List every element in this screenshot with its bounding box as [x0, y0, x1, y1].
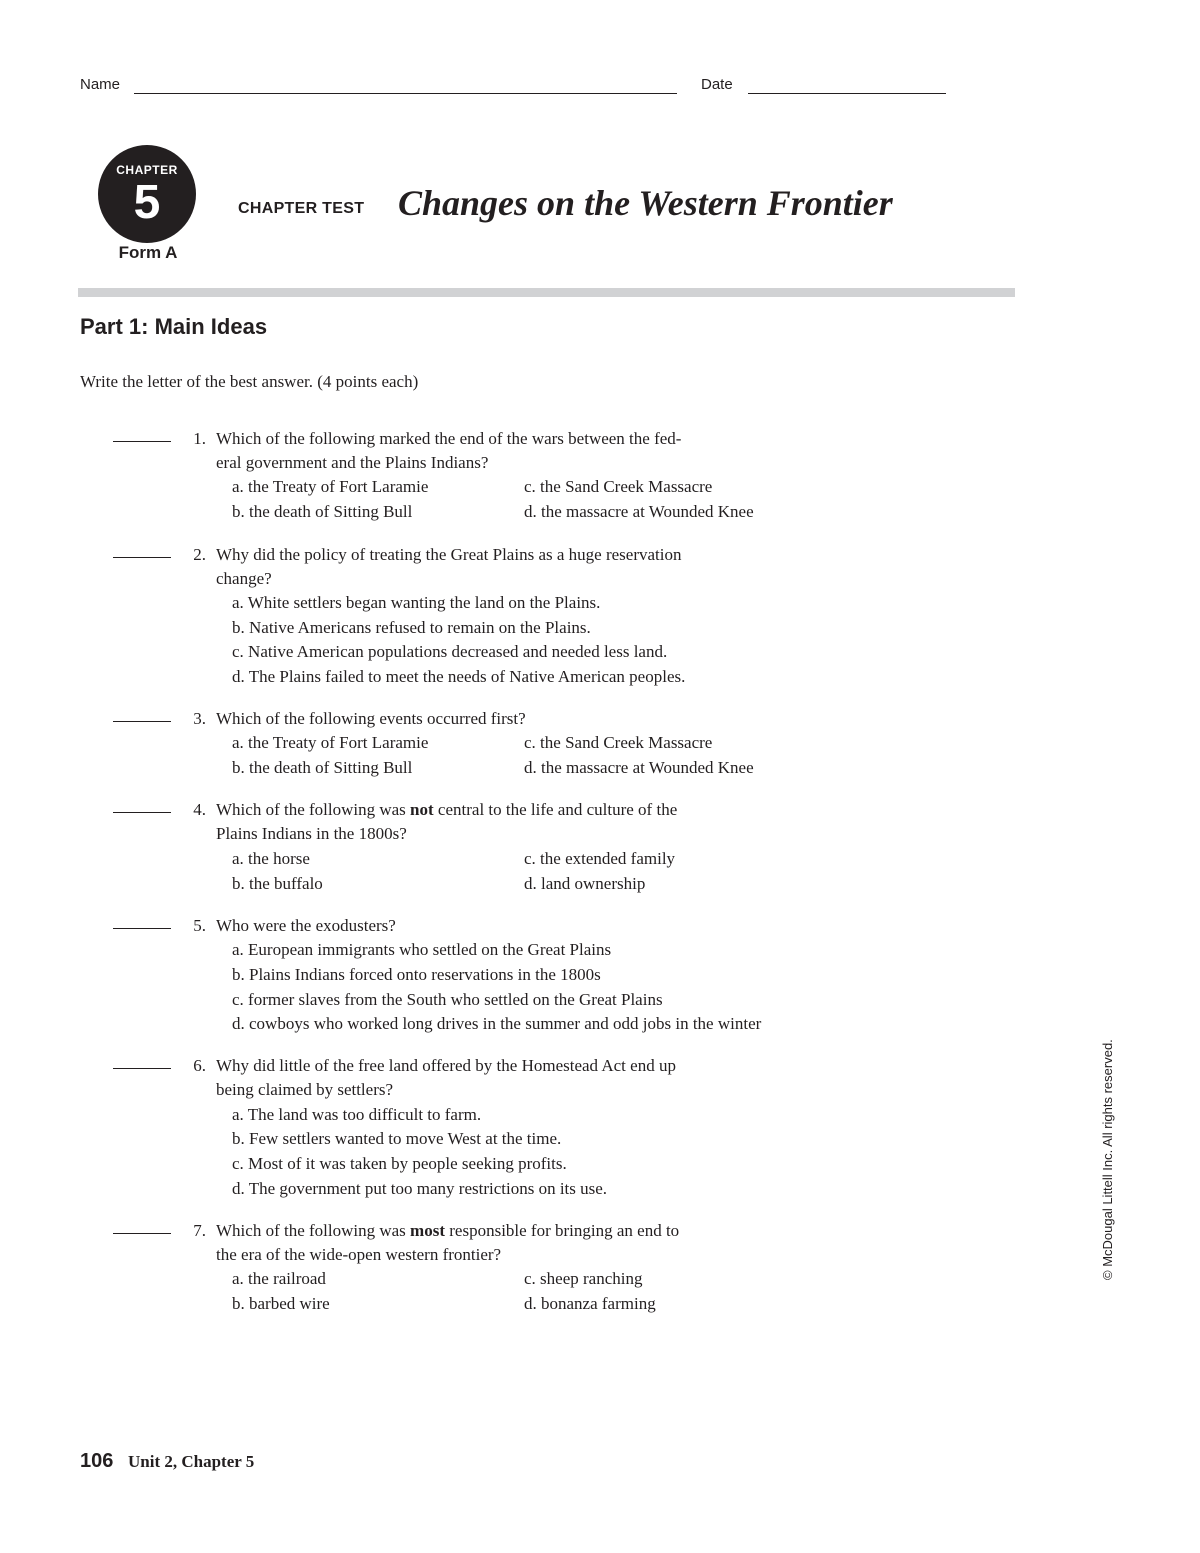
- option-b: b. the death of Sitting Bull: [232, 758, 413, 777]
- answer-blank[interactable]: [113, 441, 171, 442]
- option-d: d. bonanza farming: [524, 1294, 656, 1313]
- question-number: 4.: [193, 800, 206, 819]
- option-c: c. the Sand Creek Massacre: [524, 477, 713, 496]
- instructions: Write the letter of the best answer. (4 points each): [80, 372, 419, 391]
- answer-blank[interactable]: [113, 928, 171, 929]
- option-a: a. European immigrants who settled on the Great Plains: [232, 940, 612, 959]
- date-label: Date: [701, 76, 733, 93]
- option-c: c. former slaves from the South who settled on the Great Plains: [232, 990, 663, 1009]
- option-b: b. Native Americans refused to remain on the Plains.: [232, 618, 591, 637]
- name-label: Name: [80, 76, 121, 93]
- option-a: a. the railroad: [232, 1269, 326, 1288]
- copyright-notice: © McDougal Littell Inc. All rights reserved.: [1100, 1039, 1115, 1280]
- option-d: d. the massacre at Wounded Knee: [524, 758, 754, 777]
- question-line: Which of the following was: [216, 800, 411, 819]
- section-divider: [78, 288, 1015, 297]
- question-text: [216, 914, 816, 938]
- question-line: responsible for bringing an end to: [445, 1221, 680, 1240]
- footer-unit: Unit 2, Chapter 5: [128, 1452, 255, 1471]
- option-a: a. the horse: [232, 849, 310, 868]
- option-d: d. the massacre at Wounded Knee: [524, 502, 754, 521]
- option-a: a. the Treaty of Fort Laramie: [232, 477, 429, 496]
- question-text: [216, 798, 816, 846]
- option-c: c. the Sand Creek Massacre: [524, 733, 713, 752]
- chapter-badge-label: CHAPTER: [116, 163, 178, 177]
- answer-blank[interactable]: [113, 721, 171, 722]
- question-line: the era of the wide-open western frontier?: [216, 1245, 502, 1264]
- question-line: Why did little of the free land offered by the Homestead Act end up: [216, 1056, 676, 1075]
- question-number: 5.: [193, 916, 206, 935]
- option-c: c. Native American populations decreased and needed less land.: [232, 642, 668, 661]
- emphasis-word: not: [410, 800, 434, 819]
- option-d: d. cowboys who worked long drives in the summer and odd jobs in the winter: [232, 1014, 762, 1033]
- question-number: 1.: [193, 429, 206, 448]
- option-b: b. barbed wire: [232, 1294, 330, 1313]
- option-c: c. sheep ranching: [524, 1269, 643, 1288]
- question-line: Which of the following marked the end of the wars between the fed-: [216, 429, 682, 448]
- option-b: b. the buffalo: [232, 874, 323, 893]
- question-text: [216, 427, 816, 475]
- question-line: Which of the following was: [216, 1221, 411, 1240]
- option-d: d. The Plains failed to meet the needs of Native American peoples.: [232, 667, 686, 686]
- question-line: Plains Indians in the 1800s?: [216, 824, 407, 843]
- option-a: a. The land was too difficult to farm.: [232, 1105, 482, 1124]
- option-b: b. the death of Sitting Bull: [232, 502, 413, 521]
- question-line: Who were the exodusters?: [216, 916, 396, 935]
- option-a: a. the Treaty of Fort Laramie: [232, 733, 429, 752]
- chapter-badge: [98, 145, 196, 243]
- question-line: central to the life and culture of the: [433, 800, 678, 819]
- option-d: d. The government put too many restrictions on its use.: [232, 1179, 608, 1198]
- question-number: 7.: [193, 1221, 206, 1240]
- question-number: 2.: [193, 545, 206, 564]
- part-heading: Part 1: Main Ideas: [80, 314, 268, 339]
- answer-blank[interactable]: [113, 557, 171, 558]
- page-number: 106: [80, 1450, 114, 1472]
- chapter-number: 5: [133, 176, 161, 229]
- date-field[interactable]: [748, 93, 946, 94]
- option-a: a. White settlers began wanting the land on the Plains.: [232, 593, 601, 612]
- answer-blank[interactable]: [113, 1233, 171, 1234]
- emphasis-word: most: [410, 1221, 445, 1240]
- option-b: b. Few settlers wanted to move West at the time.: [232, 1129, 562, 1148]
- question-line: eral government and the Plains Indians?: [216, 453, 489, 472]
- option-c: c. Most of it was taken by people seeking profits.: [232, 1154, 567, 1173]
- question-text: [216, 1054, 816, 1102]
- name-field[interactable]: [134, 93, 677, 94]
- chapter-test-label: CHAPTER TEST: [238, 200, 365, 217]
- question-text: [216, 707, 816, 731]
- option-b: b. Plains Indians forced onto reservations in the 1800s: [232, 965, 601, 984]
- option-c: c. the extended family: [524, 849, 676, 868]
- page-title: Changes on the Western Frontier: [398, 183, 893, 223]
- option-d: d. land ownership: [524, 874, 646, 893]
- question-number: 6.: [193, 1056, 206, 1075]
- answer-blank[interactable]: [113, 812, 171, 813]
- question-text: [216, 1219, 816, 1267]
- answer-blank[interactable]: [113, 1068, 171, 1069]
- question-number: 3.: [193, 709, 206, 728]
- question-line: Which of the following events occurred first?: [216, 709, 526, 728]
- question-line: being claimed by settlers?: [216, 1080, 394, 1099]
- form-label: Form A: [118, 243, 178, 262]
- question-line: change?: [216, 569, 272, 588]
- question-line: Why did the policy of treating the Great Plains as a huge reservation: [216, 545, 682, 564]
- question-text: [216, 543, 816, 591]
